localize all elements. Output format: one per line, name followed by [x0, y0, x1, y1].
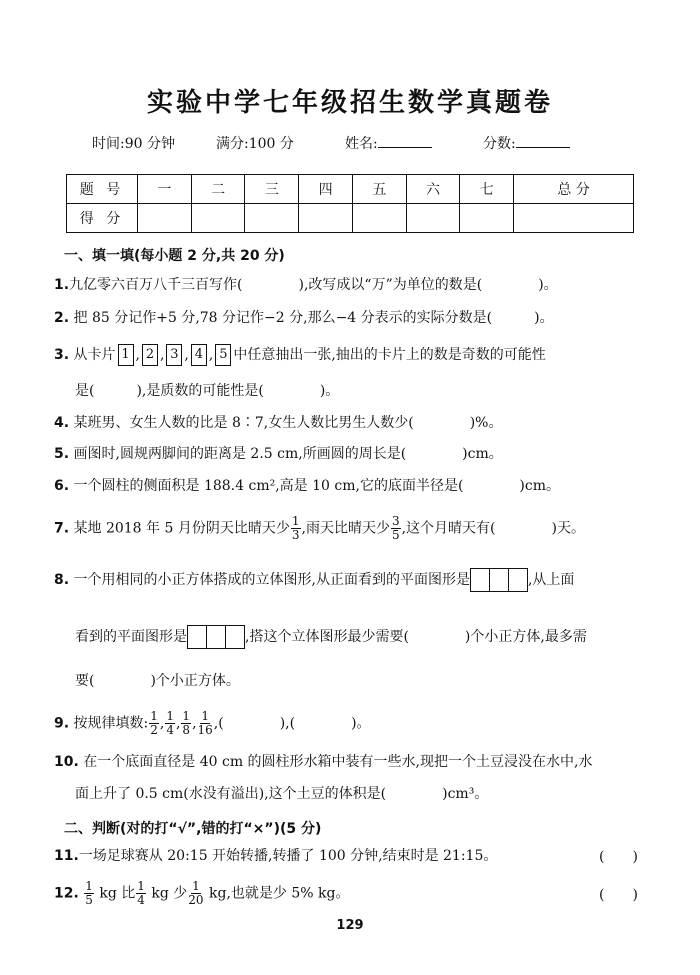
number-card: 1 [118, 344, 134, 366]
denominator: 5 [85, 893, 93, 907]
question-text: 某班男、女生人数的比是 8∶7,女生人数比男生人数少( )%。 [73, 415, 503, 431]
score-table-header-cell: 四 [299, 175, 353, 204]
question-text: 看到的平面图形是 [75, 629, 187, 645]
score-table-header-cell: 五 [352, 175, 406, 204]
numerator: 1 [291, 514, 300, 528]
section-2-heading: 二、判断(对的打“√”,错的打“×”)(5 分) [64, 821, 322, 837]
number-card: 5 [215, 344, 231, 366]
top-view-figure [187, 625, 245, 649]
score-cell[interactable] [299, 204, 353, 233]
question-1 [54, 275, 558, 295]
question-text: ,从上面 [527, 572, 575, 588]
question-text: 一个用相同的小正方体搭成的立体图形,从正面看到的平面图形是 [73, 572, 470, 588]
numerator: 1 [201, 709, 209, 723]
question-8 [54, 568, 574, 592]
score-table-header-cell: 七 [460, 175, 514, 204]
question-text: 在一个底面直径是 40 cm 的圆柱形水箱中装有一些水,现把一个土豆浸没在水中,水 [83, 754, 593, 770]
question-text: ,搭这个立体图形最少需要( )个小正方体,最多需 [245, 629, 587, 645]
score-table-header-row [67, 175, 634, 204]
fraction [149, 710, 159, 737]
question-text: ,这个月晴天有( )天。 [401, 520, 585, 537]
question-2 [54, 308, 554, 328]
question-text: 从卡片 [73, 347, 116, 363]
question-11 [54, 846, 497, 866]
numerator: 1 [137, 879, 145, 893]
question-12 [54, 880, 349, 907]
question-text: 九亿零六百万八千三百写作( ),改写成以“万”为单位的数是( )。 [69, 277, 558, 293]
question-text: 某地 2018 年 5 月份阴天比晴天少 [73, 520, 290, 537]
name-label: 姓名: [345, 136, 378, 152]
question-number: 10. [54, 754, 79, 770]
number-card: 3 [166, 344, 182, 366]
question-10 [54, 752, 592, 772]
question-7 [54, 515, 585, 542]
question-text: ,( ),( )。 [213, 715, 371, 732]
score-table-header-cell: 二 [191, 175, 245, 204]
score-cell[interactable] [191, 204, 245, 233]
question-number: 4. [54, 415, 70, 431]
score-row-label: 得 分 [67, 204, 138, 233]
score-cell[interactable] [460, 204, 514, 233]
denominator: 4 [166, 723, 174, 737]
score-field[interactable] [483, 133, 570, 153]
denominator: 5 [391, 528, 400, 542]
front-view-figure [470, 568, 528, 592]
question-number: 11. [54, 848, 79, 864]
question-text: 一场足球赛从 20:15 开始转播,转播了 100 分钟,结束时是 21:15。 [78, 848, 498, 864]
fraction [181, 710, 191, 737]
score-cell[interactable] [352, 204, 406, 233]
answer-parentheses[interactable]: ( ) [599, 849, 638, 865]
denominator: 2 [150, 723, 158, 737]
question-text: kg 少 [146, 885, 188, 902]
question-text: 把 85 分记作+5 分,78 分记作−2 分,那么−4 分表示的实际分数是( )。 [73, 310, 554, 326]
question-number: 5. [54, 446, 70, 462]
denominator: 4 [137, 893, 145, 907]
fraction [291, 515, 301, 542]
denominator: 3 [291, 528, 300, 542]
numerator: 1 [85, 879, 93, 893]
score-cell[interactable] [514, 204, 634, 233]
question-4 [54, 413, 502, 433]
question-text: 画图时,圆规两脚间的距离是 2.5 cm,所画圆的周长是( )cm。 [73, 446, 503, 462]
question-8-line-3: 要( )个小正方体。 [75, 673, 240, 689]
numerator: 1 [150, 709, 158, 723]
question-text: 按规律填数: [73, 715, 149, 732]
question-text: 一个圆柱的侧面积是 188.4 cm²,高是 10 cm,它的底面半径是( )cm。 [73, 478, 560, 494]
denominator: 8 [182, 723, 191, 737]
number-card: 4 [191, 344, 207, 366]
question-text: ,雨天比晴天少 [301, 520, 390, 537]
full-score-info: 满分:100 分 [216, 136, 294, 152]
answer-parentheses[interactable]: ( ) [599, 887, 638, 903]
question-number: 1. [54, 277, 70, 293]
score-table-header-cell: 一 [138, 175, 192, 204]
question-3: 3. 从卡片 1 , 2 , 3 , 4 , 5 中任意抽出一张,抽出的卡片上的数是奇数的可能性 [54, 344, 546, 366]
question-text: 中任意抽出一张,抽出的卡片上的数是奇数的可能性 [233, 347, 546, 363]
score-cell[interactable] [138, 204, 192, 233]
question-number: 2. [54, 310, 70, 326]
question-number: 3. [54, 347, 70, 363]
numerator: 1 [182, 709, 191, 723]
score-table-header-cell: 题 号 [67, 175, 138, 204]
question-number: 7. [54, 520, 70, 537]
numerator: 1 [166, 709, 174, 723]
question-6 [54, 476, 560, 496]
fraction [84, 880, 94, 907]
fraction [136, 880, 146, 907]
score-cell[interactable] [406, 204, 460, 233]
score-table-header-cell: 三 [245, 175, 299, 204]
score-table-header-cell: 六 [406, 175, 460, 204]
denominator: 16 [197, 723, 213, 737]
question-text: kg,也就是少 5% kg。 [204, 885, 350, 902]
fraction [165, 710, 175, 737]
score-table-header-cell: 总 分 [514, 175, 634, 204]
score-table [66, 174, 634, 233]
question-number: 6. [54, 478, 70, 494]
number-card: 2 [142, 344, 158, 366]
question-text: kg 比 [94, 885, 136, 902]
score-cell[interactable] [245, 204, 299, 233]
question-number: 12. [54, 885, 79, 902]
denominator: 20 [188, 893, 204, 907]
fraction [198, 710, 213, 737]
name-blank[interactable] [378, 135, 432, 148]
score-label: 分数: [483, 136, 516, 152]
section-1-heading: 一、填一填(每小题 2 分,共 20 分) [64, 248, 285, 264]
page-title: 实验中学七年级招生数学真题卷 [146, 88, 553, 118]
name-field[interactable] [345, 133, 432, 153]
numerator: 3 [391, 514, 400, 528]
fraction [188, 880, 203, 907]
question-5 [54, 444, 503, 464]
question-3-line-2: 是( ),是质数的可能性是( )。 [75, 383, 340, 399]
time-info: 时间:90 分钟 [92, 136, 175, 152]
page-number: 129 [336, 918, 364, 933]
question-10-line-2: 面上升了 0.5 cm(水没有溢出),这个土豆的体积是( )cm³。 [75, 786, 489, 802]
question-8-line-2 [75, 625, 587, 649]
numerator: 1 [192, 879, 200, 893]
fraction [391, 515, 401, 542]
question-9: 9. 按规律填数: $\frac{1}{2}$ , $\frac{1}{4}$ , $\frac{1}{8}$ , $\frac{1}{16}$ ,( ),( )。 [54, 709, 371, 737]
question-number: 8. [54, 572, 70, 588]
question-number: 9. [54, 715, 70, 732]
score-blank[interactable] [516, 135, 570, 148]
score-table-score-row [67, 204, 634, 233]
